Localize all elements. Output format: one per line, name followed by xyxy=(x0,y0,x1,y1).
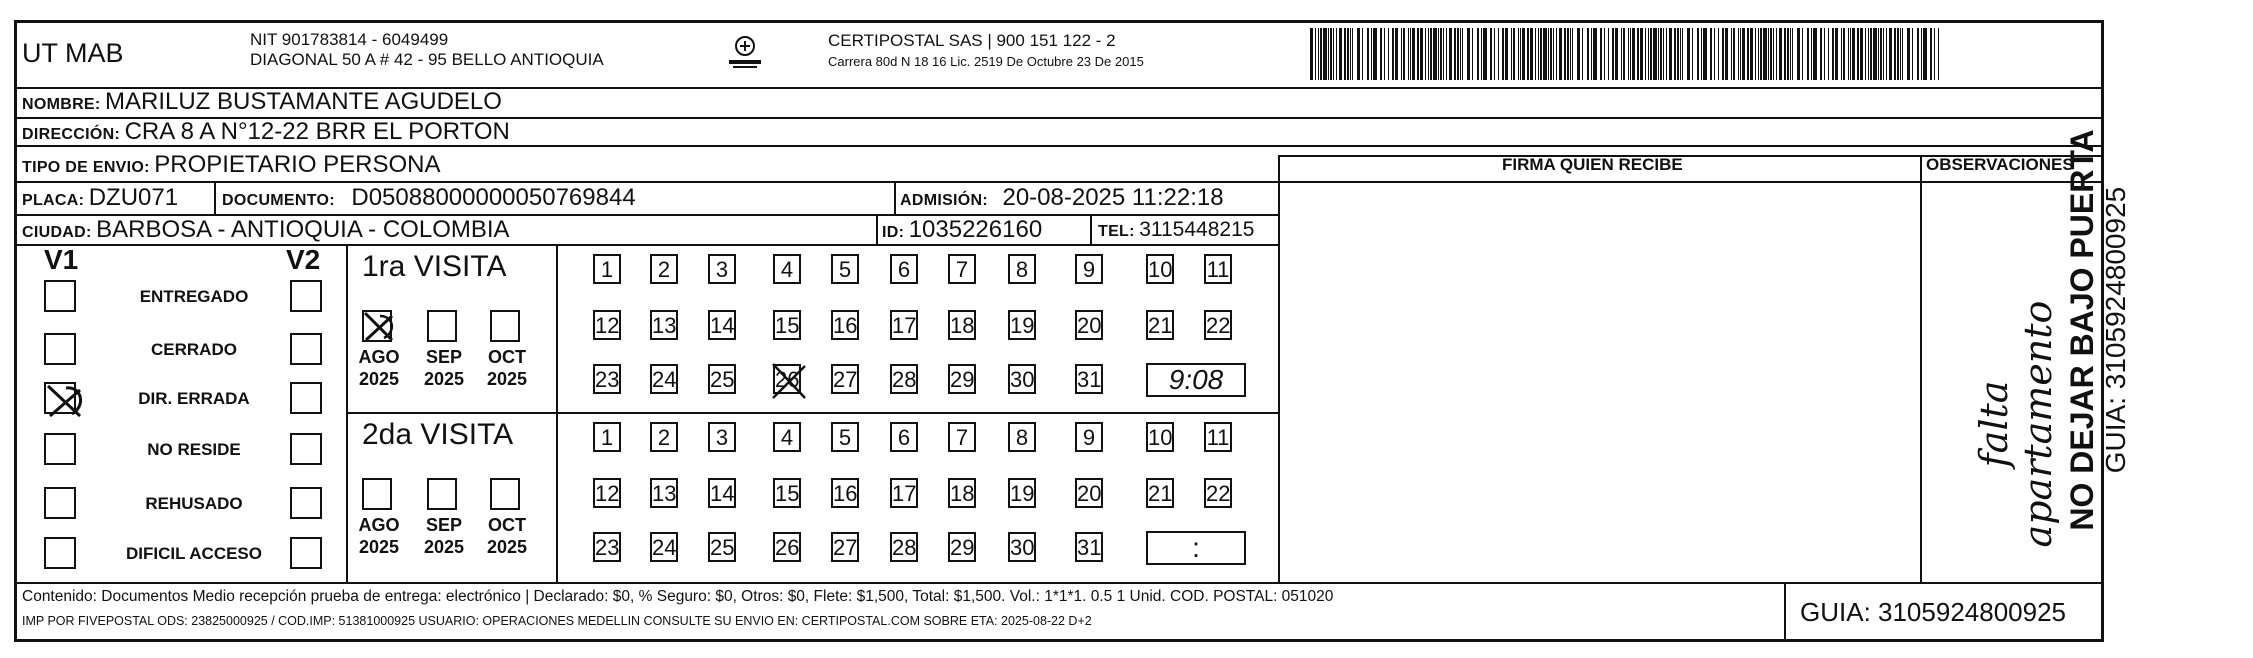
observations-header: OBSERVACIONES xyxy=(1926,155,2074,174)
visit-day-box[interactable] xyxy=(593,478,621,508)
visit-day-number: 17 xyxy=(892,481,917,506)
plate-label: PLACA: xyxy=(22,192,85,209)
side-guia: GUIA: 3105924800925 xyxy=(2100,186,2131,474)
visit-month-label xyxy=(482,514,532,558)
visit-day-box[interactable] xyxy=(593,310,621,340)
visit-month-label xyxy=(354,346,404,390)
visit-day-number: 23 xyxy=(595,367,620,392)
visit-day-box[interactable] xyxy=(1008,422,1036,452)
visit-day-number: 28 xyxy=(892,535,917,560)
status-label: DIFICIL ACCESO xyxy=(125,544,262,563)
visit-day-box[interactable] xyxy=(773,254,801,284)
visit-day-number: 11 xyxy=(1206,257,1230,282)
side-instruction: NO DEJAR BAJO PUERTA xyxy=(2064,129,2100,531)
visit-day-box[interactable] xyxy=(708,532,736,562)
visit-day-number: 30 xyxy=(1010,535,1035,560)
visit-day-number: 14 xyxy=(710,481,735,506)
visit-day-number: 4 xyxy=(780,425,794,450)
visit-month-checkbox[interactable] xyxy=(427,310,457,342)
id-cell xyxy=(882,216,1042,244)
visit-day-number: 6 xyxy=(897,425,911,450)
visit-day-number: 21 xyxy=(1148,313,1173,338)
recipient-name: MARILUZ BUSTAMANTE AGUDELO xyxy=(105,88,502,115)
name-row xyxy=(22,88,502,116)
visit-day-number: 18 xyxy=(950,481,975,506)
city-value: BARBOSA - ANTIOQUIA - COLOMBIA xyxy=(96,216,510,243)
visit-day-box[interactable] xyxy=(708,422,736,452)
visit-day-box[interactable] xyxy=(773,532,801,562)
side-text xyxy=(2064,50,2132,610)
visit-day-number: 19 xyxy=(1010,481,1035,506)
visit-day-number: 8 xyxy=(1015,425,1029,450)
visit-day-number: 10 xyxy=(1148,425,1173,450)
visit-day-box[interactable] xyxy=(650,478,678,508)
visit-day-number: 1 xyxy=(600,425,614,450)
visit-month-name: AGO xyxy=(358,347,400,367)
visit-day-number: 14 xyxy=(710,313,735,338)
visit-day-box[interactable] xyxy=(1008,364,1036,394)
visit-day-box[interactable] xyxy=(1075,478,1103,508)
status-label: ENTREGADO xyxy=(139,287,249,306)
visit-day-number: 30 xyxy=(1010,367,1035,392)
visit-day-box[interactable] xyxy=(593,532,621,562)
visit-day-box[interactable] xyxy=(831,310,859,340)
v2-header: V2 xyxy=(286,244,321,275)
status-v2-checkbox[interactable] xyxy=(290,280,322,312)
visit-day-number: 15 xyxy=(775,481,800,506)
city-label: CIUDAD: xyxy=(22,224,92,241)
status-label: DIR. ERRADA xyxy=(138,389,250,408)
id-label: ID: xyxy=(882,224,905,241)
address-label: DIRECCIÓN: xyxy=(22,126,121,143)
visit-month-checkbox[interactable] xyxy=(490,478,520,510)
status-v2-checkbox[interactable] xyxy=(290,433,322,465)
visit-month-label xyxy=(419,514,469,558)
visit-day-box[interactable] xyxy=(650,310,678,340)
status-v1-checkbox[interactable] xyxy=(44,333,76,365)
plate-cell xyxy=(22,184,178,212)
status-v1-checkbox[interactable] xyxy=(44,382,76,414)
visit-day-box[interactable] xyxy=(1075,254,1103,284)
visit-day-number: 20 xyxy=(1077,481,1102,506)
visit-day-number: 13 xyxy=(652,481,677,506)
tel-label: TEL: xyxy=(1098,223,1135,240)
type-row xyxy=(22,151,441,179)
visit-day-box[interactable] xyxy=(650,254,678,284)
visit-day-number: 12 xyxy=(595,313,620,338)
visit-day-box[interactable] xyxy=(831,364,859,394)
visit-day-number: 13 xyxy=(652,313,677,338)
visit-day-box[interactable] xyxy=(890,532,918,562)
visit-day-number: 9 xyxy=(1082,425,1096,450)
visit-day-number: 15 xyxy=(775,313,800,338)
visit-day-box[interactable] xyxy=(773,364,801,394)
visit-day-box[interactable] xyxy=(1075,310,1103,340)
visit-day-number: 26 xyxy=(775,535,800,560)
visit-month-year: 2025 xyxy=(423,537,465,557)
visit-day-box[interactable] xyxy=(831,532,859,562)
visit-month-label xyxy=(354,514,404,558)
visit-day-number: 31 xyxy=(1077,367,1102,392)
visit-day-box[interactable] xyxy=(1075,532,1103,562)
visit-day-number: 28 xyxy=(892,367,917,392)
visit-month-name: SEP xyxy=(425,515,463,535)
visit-day-box[interactable] xyxy=(708,254,736,284)
visit-day-box[interactable] xyxy=(1075,422,1103,452)
visit-day-box[interactable] xyxy=(1008,478,1036,508)
observation-note: falta apartamento xyxy=(1972,300,2060,548)
visit-day-number: 8 xyxy=(1015,257,1029,282)
courier-license: Carrera 80d N 18 16 Lic. 2519 De Octubre 23 De 2015 xyxy=(828,54,1144,69)
visit-day-number: 7 xyxy=(955,257,969,282)
visit-title: 2da VISITA xyxy=(362,418,514,451)
visit-month-label xyxy=(419,346,469,390)
visit-day-box[interactable] xyxy=(1146,310,1174,340)
visit-day-number: 20 xyxy=(1077,313,1102,338)
visit-day-number: 1 xyxy=(600,257,614,282)
visit-day-box[interactable] xyxy=(708,310,736,340)
plate-value: DZU071 xyxy=(88,184,179,211)
visit-day-number: 29 xyxy=(950,367,975,392)
visit-day-box[interactable] xyxy=(593,422,621,452)
visit-month-checkbox[interactable] xyxy=(362,310,392,342)
status-v2-checkbox[interactable] xyxy=(290,487,322,519)
visit-time-box[interactable]: : xyxy=(1146,531,1246,565)
shipment-type: PROPIETARIO PERSONA xyxy=(154,151,441,178)
visit-day-box[interactable] xyxy=(890,254,918,284)
visit-month-name: OCT xyxy=(488,347,526,367)
visit-day-box[interactable] xyxy=(831,422,859,452)
visit-title: 1ra VISITA xyxy=(362,250,507,283)
tel-value: 3115448215 xyxy=(1139,218,1255,241)
visit-day-cross-mark xyxy=(769,360,809,409)
company-address: DIAGONAL 50 A # 42 - 95 BELLO ANTIOQUIA xyxy=(250,50,604,69)
nit-text: NIT 901783814 - 6049499 xyxy=(250,30,449,49)
visit-day-number: 24 xyxy=(652,367,677,392)
visit-day-box[interactable] xyxy=(773,422,801,452)
visit-day-number: 17 xyxy=(892,313,917,338)
visit-day-box[interactable] xyxy=(948,364,976,394)
recipient-address: CRA 8 A N°12-22 BRR EL PORTON xyxy=(124,118,510,145)
status-v1-checkbox[interactable] xyxy=(44,487,76,519)
visit-month-checkbox[interactable] xyxy=(490,310,520,342)
status-v1-checkbox[interactable] xyxy=(44,537,76,569)
footer-guia: GUIA: 3105924800925 xyxy=(1800,597,2066,627)
visit-day-number: 22 xyxy=(1206,481,1231,506)
visit-day-number: 22 xyxy=(1206,313,1231,338)
visit-day-box[interactable] xyxy=(1008,254,1036,284)
visit-month-year: 2025 xyxy=(358,537,400,557)
visit-day-number: 16 xyxy=(833,481,858,506)
footer-content: Contenido: Documentos Medio recepción prueba de entrega: electrónico | Declarado: $0, % Seguro: $0, Otros: $0, Flete: $1,500, Total: $1,500. Vol.: 1*1*1. 0.5 1 Unid. COD. POSTAL: 051020 xyxy=(22,588,1334,605)
visit-month-year: 2025 xyxy=(486,369,528,389)
city-cell xyxy=(22,216,510,244)
visit-day-number: 18 xyxy=(950,313,975,338)
visit-day-box[interactable] xyxy=(890,478,918,508)
visit-day-box[interactable] xyxy=(708,364,736,394)
address-row xyxy=(22,118,510,146)
status-v2-checkbox[interactable] xyxy=(290,537,322,569)
id-value: 1035226160 xyxy=(908,216,1043,243)
visit-month-year: 2025 xyxy=(358,369,400,389)
footer-print: IMP POR FIVEPOSTAL ODS: 23825000925 / COD.IMP: 51381000925 USUARIO: OPERACIONES MEDELLIN CONSULTE SU ENVIO EN: CERTIPOSTAL.COM SOBRE ETA: 2025-08-22 D+2 xyxy=(22,614,1092,628)
visit-day-box[interactable] xyxy=(773,478,801,508)
visit-day-box[interactable] xyxy=(948,310,976,340)
visit-day-number: 5 xyxy=(838,425,852,450)
status-v2-checkbox[interactable] xyxy=(290,333,322,365)
type-label: TIPO DE ENVIO: xyxy=(22,159,150,176)
visit-day-box[interactable] xyxy=(1204,254,1232,284)
visit-day-box[interactable] xyxy=(1146,422,1174,452)
visit-day-number: 2 xyxy=(657,257,671,282)
admission-value: 20-08-2025 11:22:18 xyxy=(1002,184,1224,211)
visit-day-box[interactable] xyxy=(948,422,976,452)
visit-day-box[interactable] xyxy=(1008,532,1036,562)
visit-day-number: 29 xyxy=(950,535,975,560)
visit-day-box[interactable] xyxy=(1204,310,1232,340)
visit-month-name: OCT xyxy=(488,515,526,535)
signature-header: FIRMA QUIEN RECIBE xyxy=(1502,155,1683,174)
document-value: D05088000000050769844 xyxy=(351,184,636,211)
visit-day-box[interactable] xyxy=(1204,422,1232,452)
visit-day-number: 21 xyxy=(1148,481,1173,506)
visit-month-label xyxy=(482,346,532,390)
visit-day-number: 19 xyxy=(1010,313,1035,338)
visit-day-box[interactable] xyxy=(1146,478,1174,508)
v1-header: V1 xyxy=(44,244,79,275)
visit-day-box[interactable] xyxy=(890,422,918,452)
visit-day-number: 5 xyxy=(838,257,852,282)
visit-day-box[interactable] xyxy=(650,364,678,394)
name-label: NOMBRE: xyxy=(22,96,101,113)
status-label: CERRADO xyxy=(151,340,237,359)
visit-month-year: 2025 xyxy=(486,537,528,557)
visit-day-box[interactable] xyxy=(1204,478,1232,508)
visit-day-number: 31 xyxy=(1077,535,1102,560)
visit-month-checkbox[interactable] xyxy=(362,478,392,510)
visit-day-box[interactable] xyxy=(948,254,976,284)
visit-day-box[interactable] xyxy=(708,478,736,508)
company-name: UT MAB xyxy=(22,38,124,68)
visit-month-name: SEP xyxy=(425,347,463,367)
admission-label: ADMISIÓN: xyxy=(900,192,989,209)
visit-day-box[interactable] xyxy=(948,478,976,508)
visit-day-number: 16 xyxy=(833,313,858,338)
visit-day-number: 27 xyxy=(833,535,858,560)
visit-day-box[interactable] xyxy=(890,364,918,394)
visit-day-number: 6 xyxy=(897,257,911,282)
visit-month-year: 2025 xyxy=(423,369,465,389)
visit-day-box[interactable] xyxy=(890,310,918,340)
visit-day-box[interactable] xyxy=(1146,254,1174,284)
signature-area[interactable] xyxy=(1282,183,1916,579)
visit-day-box[interactable] xyxy=(593,364,621,394)
status-label: REHUSADO xyxy=(145,494,243,513)
visit-day-number: 11 xyxy=(1206,425,1230,450)
visit-day-number: 7 xyxy=(955,425,969,450)
visit-day-box[interactable] xyxy=(1075,364,1103,394)
visit-day-number: 12 xyxy=(595,481,620,506)
visit-day-number: 23 xyxy=(595,535,620,560)
visit-day-box[interactable] xyxy=(593,254,621,284)
status-v1-checkbox[interactable] xyxy=(44,280,76,312)
visit-day-number: 2 xyxy=(657,425,671,450)
status-v1-checkbox[interactable] xyxy=(44,433,76,465)
visit-day-number: 3 xyxy=(715,257,729,282)
visit-day-box[interactable] xyxy=(773,310,801,340)
tel-cell xyxy=(1098,218,1254,242)
document-cell xyxy=(222,184,636,212)
visit-day-number: 27 xyxy=(833,367,858,392)
visit-day-number: 4 xyxy=(780,257,794,282)
visit-day-number: 3 xyxy=(715,425,729,450)
visit-day-number: 25 xyxy=(710,367,735,392)
courier-name: CERTIPOSTAL SAS | 900 151 122 - 2 xyxy=(828,31,1116,50)
status-label: NO RESIDE xyxy=(147,440,241,459)
visit-day-number: 26 xyxy=(775,367,800,392)
visit-day-number: 24 xyxy=(652,535,677,560)
admission-cell xyxy=(900,184,1224,212)
visit-day-number: 25 xyxy=(710,535,735,560)
visit-time-box[interactable]: 9:08 xyxy=(1146,363,1246,397)
visit-day-box[interactable] xyxy=(1008,310,1036,340)
visit-month-checkbox[interactable] xyxy=(427,478,457,510)
visit-month-name: AGO xyxy=(358,515,400,535)
visit-day-box[interactable] xyxy=(831,478,859,508)
visit-day-number: 10 xyxy=(1148,257,1173,282)
visit-day-number: 9 xyxy=(1082,257,1096,282)
visit-day-box[interactable] xyxy=(948,532,976,562)
status-v2-checkbox[interactable] xyxy=(290,382,322,414)
document-label: DOCUMENTO: xyxy=(222,192,335,209)
visit-day-box[interactable] xyxy=(650,422,678,452)
visit-day-box[interactable] xyxy=(650,532,678,562)
visit-day-box[interactable] xyxy=(831,254,859,284)
